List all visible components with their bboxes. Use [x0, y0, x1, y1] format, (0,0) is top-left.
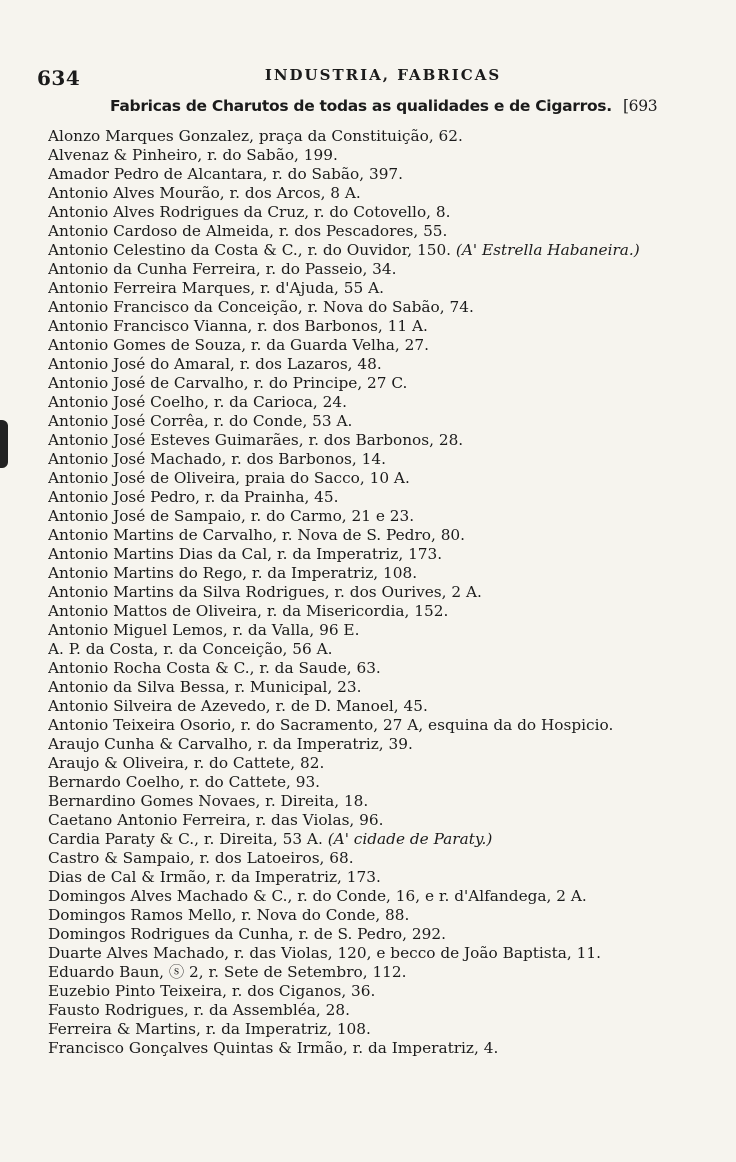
directory-entry: [48, 906, 728, 925]
page-number: 634: [37, 66, 81, 90]
directory-entry: [48, 982, 728, 1001]
directory-entry: [48, 450, 728, 469]
entry-text: Domingos Alves Machado & C., r. do Conde, 16, e r. d'Alfandega, 2 A.: [48, 887, 587, 905]
entry-text: Antonio José de Sampaio, r. do Carmo, 21 e 23.: [48, 507, 415, 525]
directory-entry: [48, 830, 728, 849]
entry-text: Cardia Paraty & C., r. Direita, 53 A.: [48, 830, 328, 848]
entry-text: Antonio Alves Rodrigues da Cruz, r. do Cotovello, 8.: [48, 203, 451, 221]
binding-edge-mark: [0, 420, 8, 468]
entry-text: Antonio Martins de Carvalho, r. Nova de S. Pedro, 80.: [48, 526, 466, 544]
entry-text: Antonio José de Oliveira, praia do Sacco, 10 A.: [48, 469, 410, 487]
entry-text: Caetano Antonio Ferreira, r. das Violas, 96.: [48, 811, 384, 829]
directory-entry: [48, 526, 728, 545]
directory-entry: [48, 678, 728, 697]
directory-entry: [48, 1039, 728, 1058]
entry-text: Euzebio Pinto Teixeira, r. dos Ciganos, 36.: [48, 982, 376, 1000]
entry-text: Antonio Cardoso de Almeida, r. dos Pescadores, 55.: [48, 222, 448, 240]
directory-entry: [48, 716, 728, 735]
directory-entry: [48, 507, 728, 526]
section-title-line: [110, 97, 657, 115]
directory-entry: [48, 393, 728, 412]
entry-text: Fausto Rodrigues, r. da Assembléa, 28.: [48, 1001, 350, 1019]
entry-text: Antonio Teixeira Osorio, r. do Sacramento, 27 A, esquina da do Hospicio.: [48, 716, 614, 734]
entry-text: Antonio Martins Dias da Cal, r. da Imperatriz, 173.: [48, 545, 443, 563]
entry-text: Antonio Celestino da Costa & C., r. do Ouvidor, 150.: [48, 241, 456, 259]
directory-entry: [48, 298, 728, 317]
entry-text: Antonio José de Carvalho, r. do Principe, 27 C.: [48, 374, 408, 392]
entry-text: Antonio Ferreira Marques, r. d'Ajuda, 55 A.: [48, 279, 385, 297]
directory-entry: [48, 773, 728, 792]
entry-text: Araujo & Oliveira, r. do Cattete, 82.: [48, 754, 325, 772]
entry-text: Ferreira & Martins, r. da Imperatriz, 108.: [48, 1020, 371, 1038]
directory-entry: [48, 621, 728, 640]
entry-text: Duarte Alves Machado, r. das Violas, 120, e becco de João Baptista, 11.: [48, 944, 601, 962]
entry-text: Antonio da Cunha Ferreira, r. do Passeio, 34.: [48, 260, 397, 278]
directory-entry: [48, 640, 728, 659]
directory-entry: [48, 260, 728, 279]
entry-text: Alvenaz & Pinheiro, r. do Sabão, 199.: [48, 146, 338, 164]
directory-entry: [48, 279, 728, 298]
entry-text: Alonzo Marques Gonzalez, praça da Constituição, 62.: [48, 127, 463, 145]
directory-entry: [48, 317, 728, 336]
entry-text: Antonio José Corrêa, r. do Conde, 53 A.: [48, 412, 353, 430]
entry-text: Antonio José Pedro, r. da Prainha, 45.: [48, 488, 339, 506]
entry-text: Antonio Mattos de Oliveira, r. da Misericordia, 152.: [48, 602, 449, 620]
directory-entry: [48, 583, 728, 602]
directory-entry: [48, 887, 728, 906]
directory-entry: [48, 944, 728, 963]
entry-text: Antonio Gomes de Souza, r. da Guarda Velha, 27.: [48, 336, 429, 354]
entry-text: Bernardo Coelho, r. do Cattete, 93.: [48, 773, 321, 791]
directory-entry: [48, 1020, 728, 1039]
directory-entry: [48, 602, 728, 621]
directory-entry: [48, 697, 728, 716]
directory-entry: [48, 1001, 728, 1020]
directory-entry: [48, 165, 728, 184]
entry-text: Antonio José do Amaral, r. dos Lazaros, 48.: [48, 355, 382, 373]
directory-entry: [48, 564, 728, 583]
entry-text: Araujo Cunha & Carvalho, r. da Imperatriz, 39.: [48, 735, 413, 753]
entry-text: Antonio José Machado, r. dos Barbonos, 14.: [48, 450, 386, 468]
directory-entry: [48, 545, 728, 564]
directory-entry: [48, 868, 728, 887]
directory-entry: [48, 374, 728, 393]
entry-text: Dias de Cal & Irmão, r. da Imperatriz, 173.: [48, 868, 381, 886]
directory-entry: [48, 488, 728, 507]
directory-entry: [48, 412, 728, 431]
directory-entry: [48, 659, 728, 678]
entry-text: Antonio Miguel Lemos, r. da Valla, 96 E.: [48, 621, 360, 639]
directory-entry: [48, 184, 728, 203]
directory-entry: [48, 792, 728, 811]
entry-text: Antonio Francisco Vianna, r. dos Barbonos, 11 A.: [48, 317, 428, 335]
directory-entry: [48, 146, 728, 165]
entry-text: Francisco Gonçalves Quintas & Irmão, r. da Imperatriz, 4.: [48, 1039, 499, 1057]
entry-text: Eduardo Baun, ⓢ 2, r. Sete de Setembro, 112.: [48, 963, 407, 981]
entry-text: Domingos Rodrigues da Cunha, r. de S. Pedro, 292.: [48, 925, 446, 943]
directory-entry: [48, 241, 728, 260]
entry-text: Amador Pedro de Alcantara, r. do Sabão, 397.: [48, 165, 404, 183]
directory-entry: [48, 336, 728, 355]
entry-text: Antonio da Silva Bessa, r. Municipal, 23.: [48, 678, 362, 696]
directory-entry: [48, 222, 728, 241]
entry-text: Antonio Francisco da Conceição, r. Nova do Sabão, 74.: [48, 298, 474, 316]
entry-text: Antonio José Esteves Guimarães, r. dos Barbonos, 28.: [48, 431, 464, 449]
directory-entry: [48, 203, 728, 222]
entry-text: Castro & Sampaio, r. dos Latoeiros, 68.: [48, 849, 354, 867]
directory-entry: [48, 355, 728, 374]
directory-entry: [48, 754, 728, 773]
directory-entry: [48, 849, 728, 868]
directory-entry: [48, 431, 728, 450]
directory-entry: [48, 963, 728, 982]
entry-text: Domingos Ramos Mello, r. Nova do Conde, 88.: [48, 906, 410, 924]
directory-entry: [48, 469, 728, 488]
directory-entry: [48, 127, 728, 146]
entry-text: Antonio José Coelho, r. da Carioca, 24.: [48, 393, 347, 411]
section-reference: [693: [622, 97, 658, 115]
entry-note: (A' cidade de Paraty.): [327, 830, 493, 848]
entry-text: Antonio Silveira de Azevedo, r. de D. Manoel, 45.: [48, 697, 428, 715]
directory-entry: [48, 735, 728, 754]
directory-entry: [48, 811, 728, 830]
directory-list: [48, 127, 728, 1058]
directory-entry: [48, 925, 728, 944]
entry-text: Antonio Martins da Silva Rodrigues, r. dos Ourives, 2 A.: [48, 583, 482, 601]
running-title: INDUSTRIA, FABRICAS: [264, 66, 502, 84]
entry-text: A. P. da Costa, r. da Conceição, 56 A.: [48, 640, 333, 658]
entry-note: (A' Estrella Habaneira.): [455, 241, 640, 259]
entry-text: Antonio Rocha Costa & C., r. da Saude, 63.: [48, 659, 381, 677]
entry-text: Bernardino Gomes Novaes, r. Direita, 18.: [48, 792, 369, 810]
entry-text: Antonio Alves Mourão, r. dos Arcos, 8 A.: [48, 184, 361, 202]
section-title: Fabricas de Charutos de todas as qualidades e de Cigarros.: [110, 97, 612, 115]
entry-text: Antonio Martins do Rego, r. da Imperatriz, 108.: [48, 564, 418, 582]
